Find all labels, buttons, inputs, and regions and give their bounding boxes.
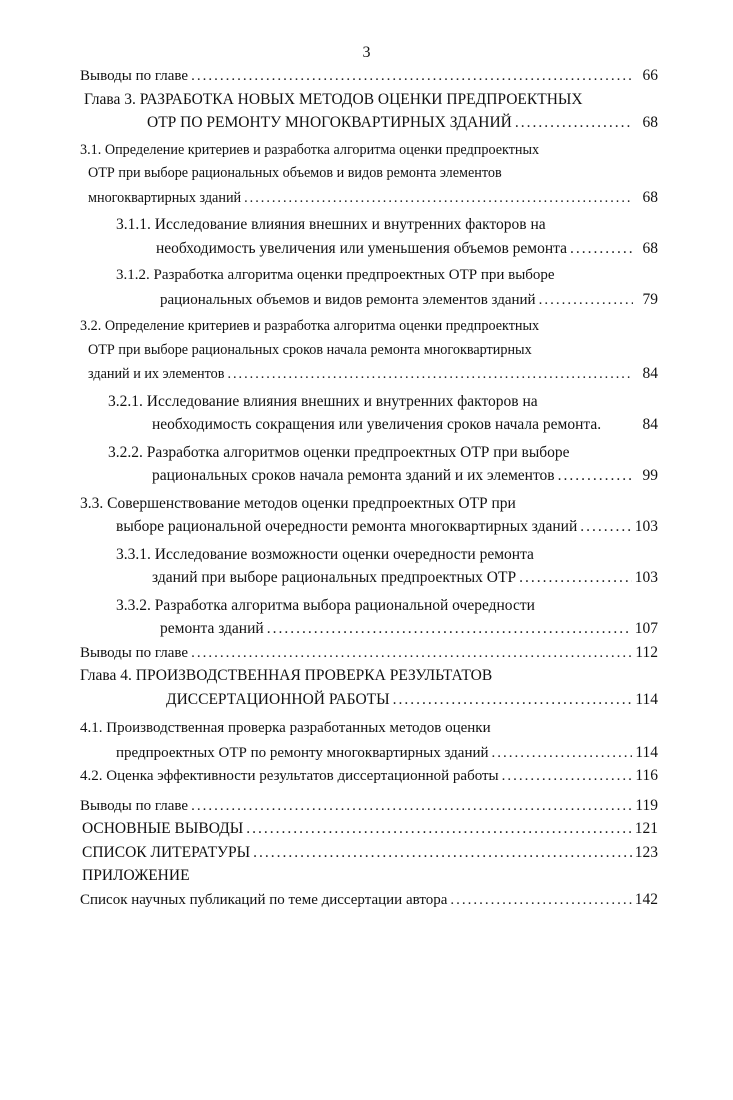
leader-dots [191,642,632,665]
leader-dots [519,566,632,590]
leader-dots [570,237,633,261]
toc-entry-title-cont: рациональных сроков начала ремонта зданий и их элементов [152,467,555,484]
toc-page-number: 112 [635,643,658,661]
leader-dots [246,817,632,841]
leader-dots [580,515,631,539]
leader-dots [492,742,633,765]
toc-entry-title: 3.2.2. Разработка алгоритмов оценки предпроектных ОТР при выборе [108,443,570,461]
leader-dots [515,111,633,135]
toc-page-number: 116 [635,767,658,784]
toc-entry-title: СПИСОК ЛИТЕРАТУРЫ [82,843,251,861]
toc-entry-title: Выводы по главе [80,68,189,84]
leader-dots [558,464,633,488]
toc-entry-title: 3.3.2. Разработка алгоритма выбора рациональной очередности [116,596,535,614]
toc-entry-title-cont: предпроектных ОТР по ремонту многоквартирных зданий [116,744,489,761]
leader-dots [539,289,633,312]
toc-page-number: 99 [642,467,658,484]
toc-entry-4-1[interactable] [80,717,658,764]
toc-entry-3-3[interactable] [80,492,658,539]
toc-entry-title: Список научных публикаций по теме диссертации автора [80,891,448,908]
toc-entry-title-cont: выборе рациональной очередности ремонта многоквартирных зданий [116,518,578,535]
toc-entry-title-cont: ОТР ПО РЕМОНТУ МНОГОКВАРТИРНЫХ ЗДАНИЙ [147,114,512,131]
leader-dots [502,765,633,788]
toc-entry-title: 3.2. Определение критериев и разработка алгоритма оценки предпроектных [80,318,540,334]
toc-entry-3-2-1[interactable] [80,390,658,437]
toc-entry-title: 3.1. Определение критериев и разработка алгоритма оценки предпроектных [80,141,540,158]
toc-page-number: 84 [642,365,658,382]
toc-entry-3-2[interactable] [80,315,658,386]
toc-entry-conclusions-ch2[interactable] [80,64,658,88]
toc-page-number: 121 [634,820,658,837]
toc-entry-title: 4.1. Производственная проверка разработанных методов оценки [80,720,491,736]
leader-dots [450,889,631,912]
toc-entry-appendix[interactable] [80,864,658,888]
toc-entry-title-cont: зданий и их элементов [88,366,225,382]
leader-dots [191,65,633,88]
page-number: 3 [362,44,371,61]
toc-entry-title: 3.1.2. Разработка алгоритма оценки предпроектных ОТР при выборе [116,267,555,283]
toc-entry-title-cont: ремонта зданий [160,620,264,637]
toc-entry-title-cont: зданий при выборе рациональных предпроектных ОТР [152,569,517,586]
toc-entry-title-cont: ДИССЕРТАЦИОННОЙ РАБОТЫ [166,690,390,708]
leader-dots [227,363,633,386]
leader-dots [244,187,633,210]
toc-entry-3-3-2[interactable] [80,594,658,641]
toc-page-number: 68 [642,239,658,257]
leader-dots [267,617,632,641]
toc-entry-title-cont: ОТР при выборе рациональных сроков начала ремонта многоквартирных [88,341,532,358]
toc-entry-3-3-1[interactable] [80,543,658,590]
toc-page-number: 107 [634,620,658,637]
toc-entry-3-1-2[interactable] [80,264,658,311]
toc-entry-references[interactable] [80,841,658,865]
toc-entry-title: 3.3. Совершенствование методов оценки предпроектных ОТР при [80,494,516,512]
toc-page-number: 79 [642,290,658,308]
toc-entry-chapter-3[interactable] [80,88,658,135]
toc-entry-title: Глава 4. ПРОИЗВОДСТВЕННАЯ ПРОВЕРКА РЕЗУЛЬТАТОВ [80,667,493,684]
toc-entry-title-cont: ОТР при выборе рациональных объемов и видов ремонта элементов [88,165,502,181]
toc-page-number: 142 [634,890,658,908]
leader-dots [393,688,633,712]
toc-page-number: 114 [635,743,658,761]
toc-entry-title: 3.2.1. Исследование влияния внешних и внутренних факторов на [108,392,538,410]
leader-dots [191,795,632,818]
toc-entry-title: Глава 3. РАЗРАБОТКА НОВЫХ МЕТОДОВ ОЦЕНКИ ПРЕДПРОЕКТНЫХ [84,90,583,108]
toc-entry-title-cont: многоквартирных зданий [88,189,242,206]
toc-entry-conclusions-ch4[interactable] [80,794,658,818]
toc-entry-title: ПРИЛОЖЕНИЕ [82,867,190,884]
table-of-contents [80,64,658,911]
toc-entry-title-cont: необходимость сокращения или увеличения сроков начала ремонта. [152,416,602,433]
toc-entry-publications[interactable] [80,888,658,912]
toc-entry-title: 3.3.1. Исследование возможности оценки очередности ремонта [116,545,534,563]
toc-page-number: 114 [635,690,658,708]
toc-entry-title: 3.1.1. Исследование влияния внешних и внутренних факторов на [116,216,546,233]
toc-entry-3-1-1[interactable] [80,213,658,260]
toc-page-number: 66 [642,67,658,84]
toc-entry-title: Выводы по главе [80,644,189,661]
toc-entry-title-cont: рациональных объемов и видов ремонта элементов зданий [160,291,536,308]
toc-entry-conclusions-ch3[interactable] [80,641,658,665]
toc-entry-title: ОСНОВНЫЕ ВЫВОДЫ [82,820,244,837]
leader-dots [253,841,632,865]
toc-entry-title: Выводы по главе [80,797,189,814]
toc-entry-3-2-2[interactable] [80,441,658,488]
toc-page-number: 103 [634,518,658,535]
toc-entry-3-1[interactable] [80,139,658,210]
toc-page-number: 68 [642,114,658,131]
toc-page-number: 103 [634,569,658,586]
toc-entry-main-conclusions[interactable] [80,817,658,841]
toc-page-number: 119 [635,796,658,814]
toc-entry-chapter-4[interactable] [80,664,658,711]
toc-entry-title: 4.2. Оценка эффективности результатов диссертационной работы [80,768,499,784]
toc-entry-4-2[interactable] [80,764,658,788]
toc-page-number: 84 [642,416,658,433]
toc-page-number: 123 [634,843,658,861]
toc-entry-title-cont: необходимость увеличения или уменьшения объемов ремонта [156,239,567,257]
toc-page-number: 68 [642,188,658,206]
